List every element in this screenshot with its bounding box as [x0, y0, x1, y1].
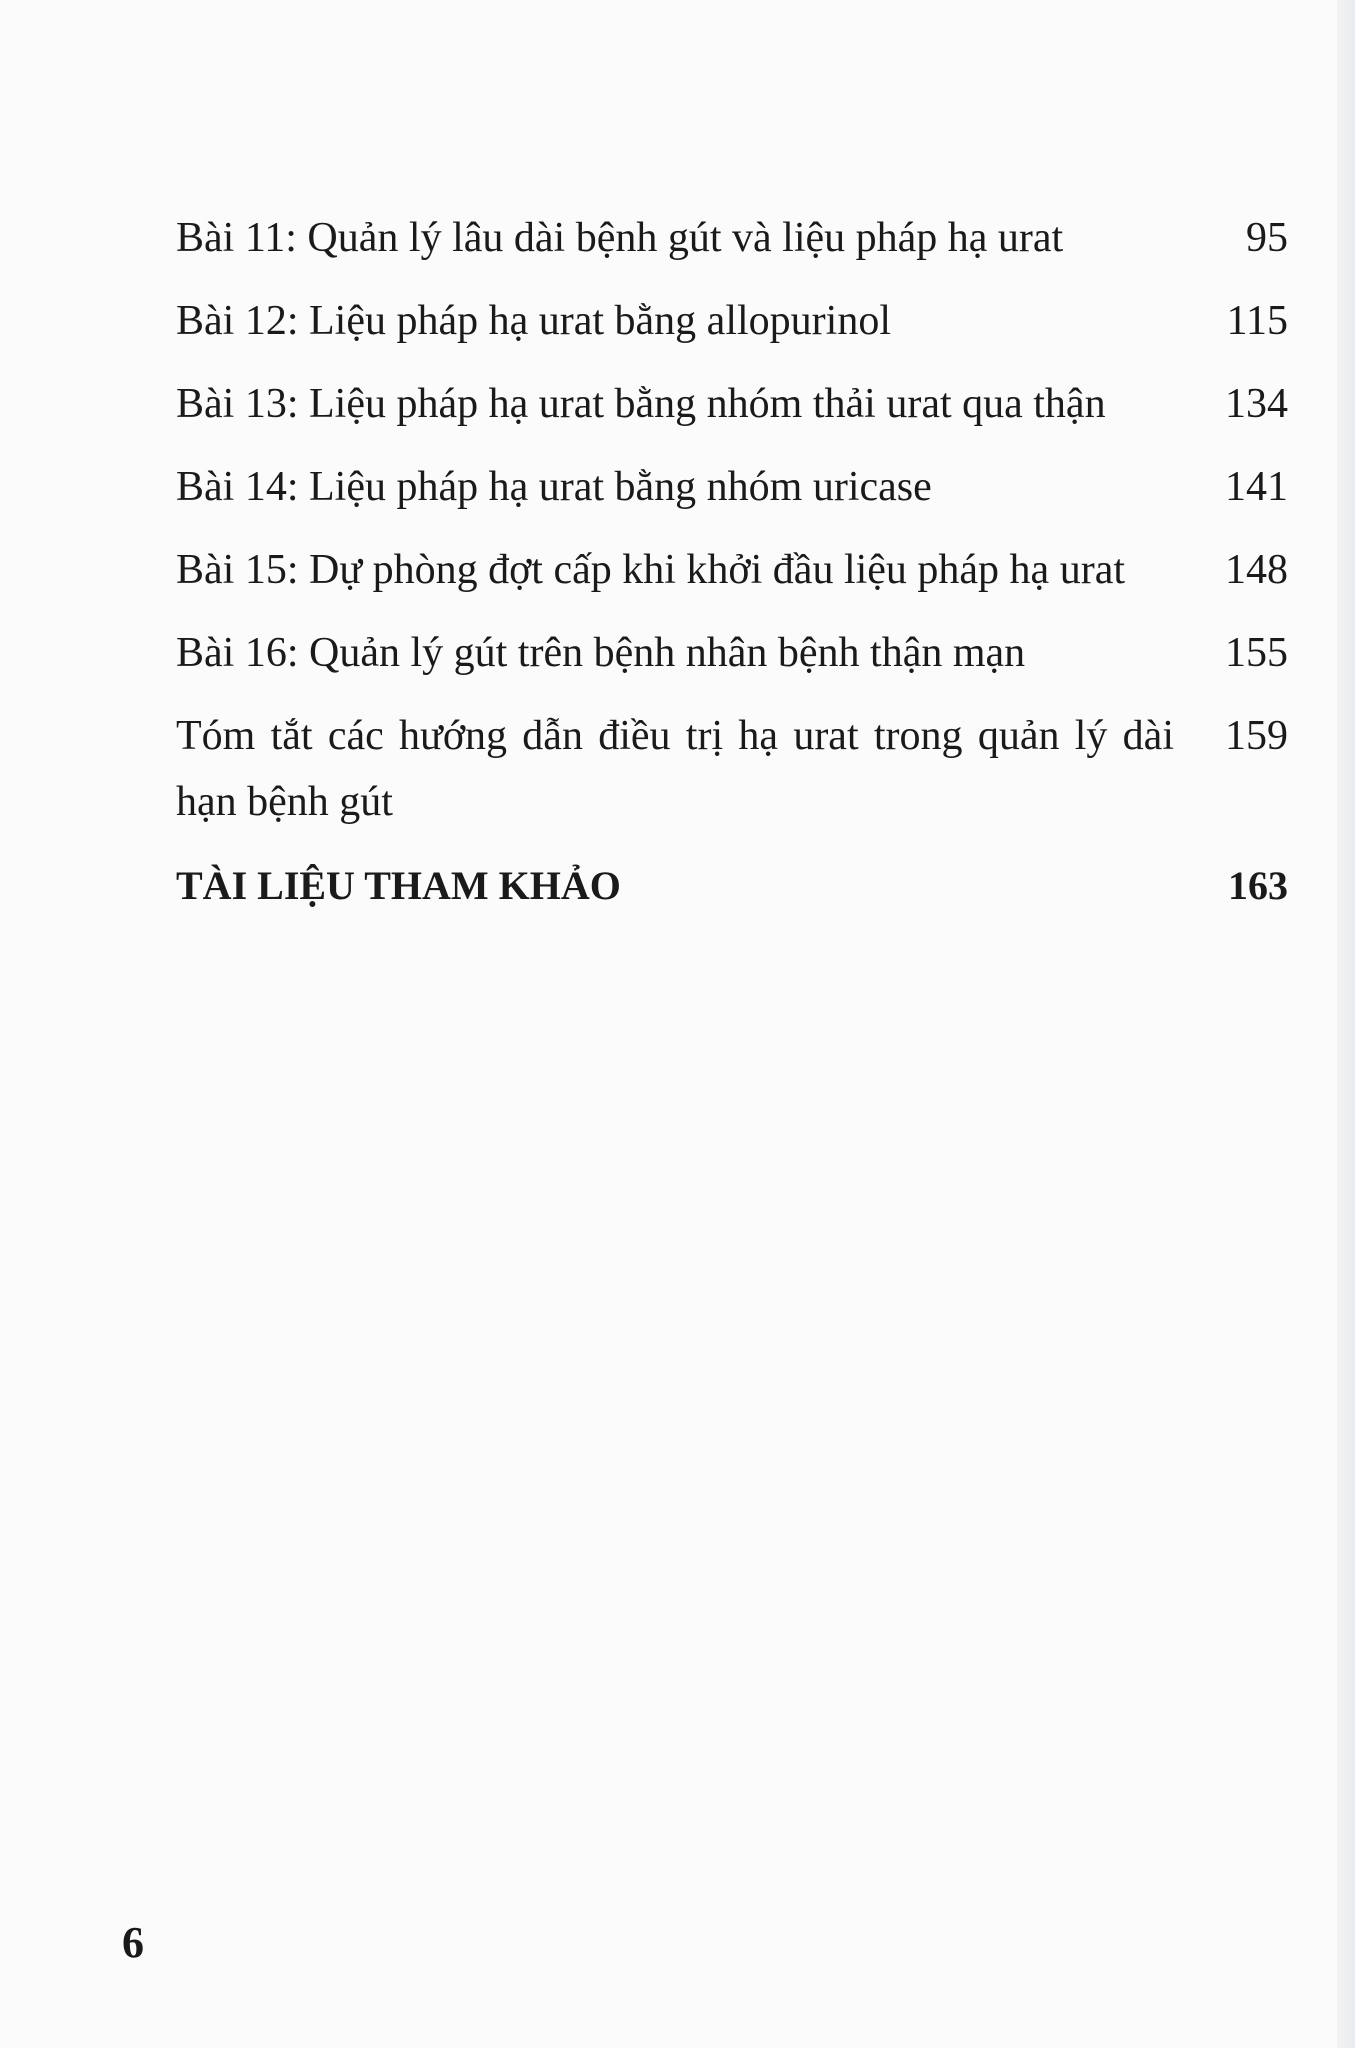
toc-entry-title: Bài 13: Liệu pháp hạ urat bằng nhóm thải urat qua thận [176, 381, 1106, 427]
toc-entry-references [176, 853, 1288, 919]
page-edge-shadow [1337, 0, 1355, 2048]
toc-entry-page: 95 [1246, 215, 1288, 261]
toc-entry-title: Tóm tắt các hướng dẫn điều trị hạ urat trong quản lý dài hạn bệnh gút [176, 713, 1174, 825]
toc-entry-page: 141 [1225, 464, 1288, 510]
toc-entry-lesson-13 [176, 371, 1288, 437]
toc-entry-summary [176, 703, 1288, 835]
toc-entry-page: 148 [1225, 547, 1288, 593]
toc-entry-lesson-14 [176, 454, 1288, 520]
toc-entry-title: Bài 11: Quản lý lâu dài bệnh gút và liệu pháp hạ urat [176, 215, 1064, 261]
page-number: 6 [122, 1918, 144, 1967]
toc-entry-title: Bài 15: Dự phòng đợt cấp khi khởi đầu liệu pháp hạ urat [176, 547, 1125, 593]
toc-entry-lesson-12 [176, 288, 1288, 354]
toc-entry-title: TÀI LIỆU THAM KHẢO [176, 863, 621, 908]
table-of-contents [176, 205, 1288, 936]
toc-entry-lesson-16 [176, 620, 1288, 686]
toc-entry-title: Bài 14: Liệu pháp hạ urat bằng nhóm uricase [176, 464, 932, 510]
toc-entry-page: 163 [1228, 863, 1288, 908]
toc-entry-page: 159 [1225, 713, 1288, 759]
toc-entry-lesson-15 [176, 537, 1288, 603]
toc-entry-page: 115 [1226, 298, 1288, 344]
toc-entry-lesson-11 [176, 205, 1288, 271]
toc-entry-page: 134 [1225, 381, 1288, 427]
toc-entry-title: Bài 12: Liệu pháp hạ urat bằng allopurinol [176, 298, 891, 344]
toc-entry-page: 155 [1225, 630, 1288, 676]
toc-entry-title: Bài 16: Quản lý gút trên bệnh nhân bệnh thận mạn [176, 630, 1026, 676]
